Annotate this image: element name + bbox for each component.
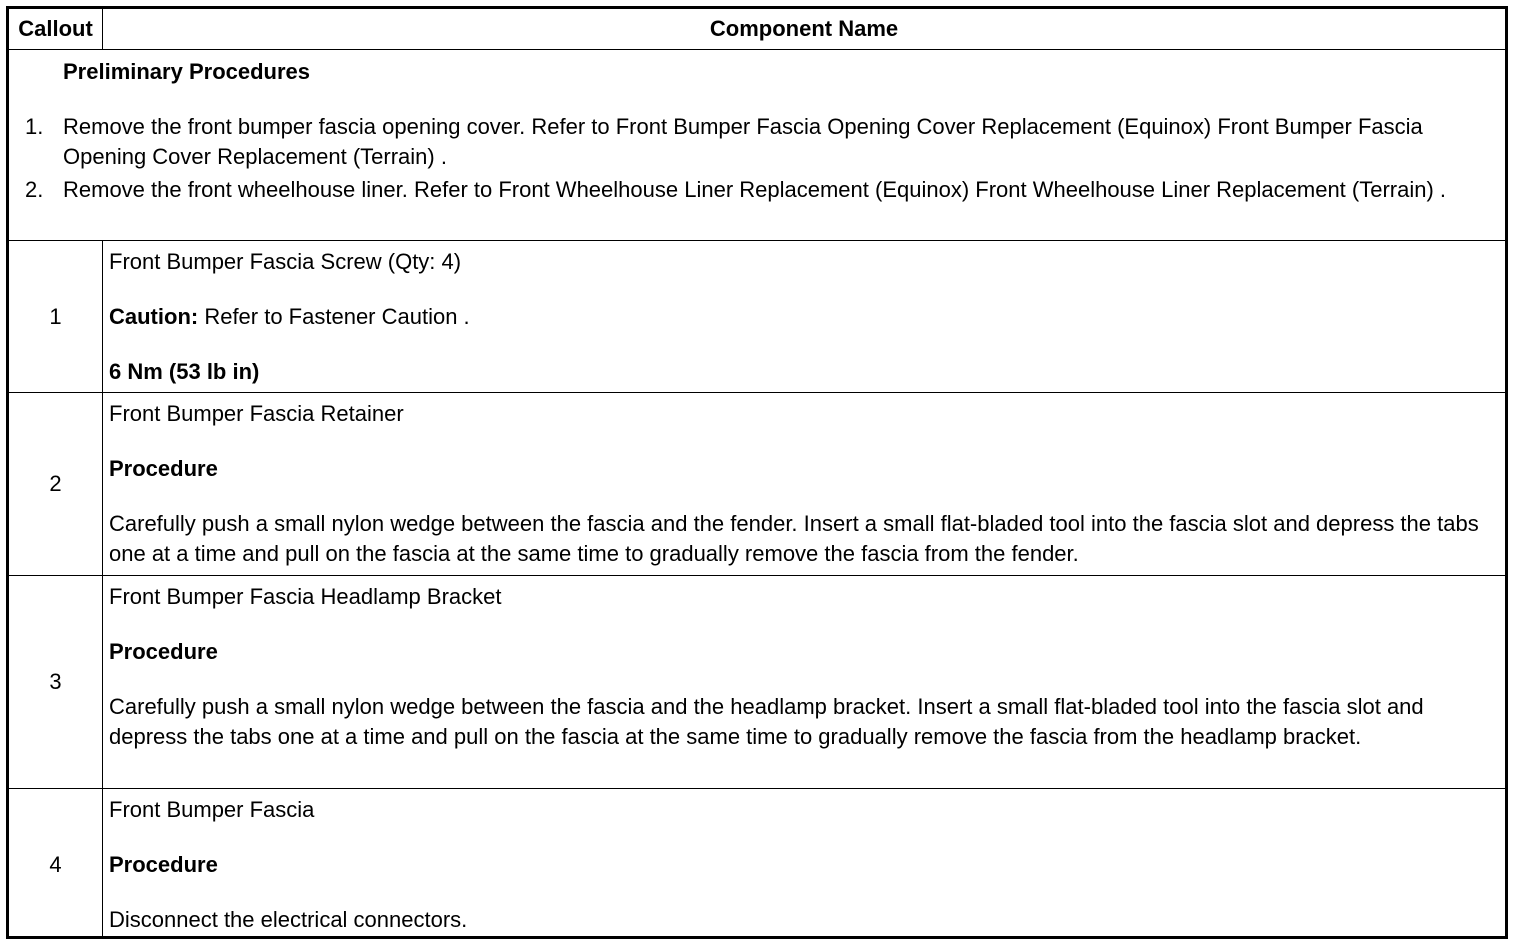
preliminary-procedures-row xyxy=(9,49,1505,240)
list-item xyxy=(9,112,1465,172)
component-table xyxy=(6,6,1508,939)
component-name-column-header: Component Name xyxy=(709,16,899,41)
component-cell xyxy=(109,582,1485,752)
procedure-text: Carefully push a small nylon wedge between the fascia and the headlamp bracket. Insert a small flat-bladed tool into the fascia slot and depress the tabs one at a time and pull on the fascia at the same time to gradually remove the fascia from the headlamp bracket. xyxy=(109,694,1424,749)
table-row xyxy=(9,788,1505,936)
procedure-label: Procedure xyxy=(109,852,218,877)
component-name: Front Bumper Fascia Screw (Qty: 4) xyxy=(109,249,462,274)
callout-number: 4 xyxy=(49,852,62,877)
table-row xyxy=(9,575,1505,788)
procedure-text: Disconnect the electrical connectors. xyxy=(109,907,468,932)
caution-text: Refer to Fastener Caution . xyxy=(198,304,470,329)
component-cell xyxy=(109,795,1485,935)
component-name: Front Bumper Fascia xyxy=(109,797,315,822)
component-cell xyxy=(109,247,1485,387)
preliminary-procedures-title: Preliminary Procedures xyxy=(63,59,311,84)
callout-number: 1 xyxy=(49,304,62,329)
step-text: Remove the front wheelhouse liner. Refer to Front Wheelhouse Liner Replacement (Equinox) Front Wheelhouse Liner Replacement (Terrain) . xyxy=(63,177,1447,202)
table-row xyxy=(9,392,1505,575)
torque-spec: 6 Nm (53 lb in) xyxy=(109,359,260,384)
callout-number: 3 xyxy=(49,669,62,694)
procedure-label: Procedure xyxy=(109,456,218,481)
callout-number: 2 xyxy=(49,471,62,496)
procedure-label: Procedure xyxy=(109,639,218,664)
component-name: Front Bumper Fascia Retainer xyxy=(109,401,404,426)
list-item xyxy=(9,175,1465,205)
preliminary-steps-list xyxy=(9,112,1465,208)
step-text: Remove the front bumper fascia opening cover. Refer to Front Bumper Fascia Opening Cover Replacement (Equinox) Front Bumper Fascia Opening Cover Replacement (Terrain) . xyxy=(63,114,1423,169)
procedure-text: Carefully push a small nylon wedge between the fascia and the fender. Insert a small flat-bladed tool into the fascia slot and depress the tabs one at a time and pull on the fascia at the same time to gradually remove the fascia from the fender. xyxy=(109,511,1479,566)
table-header-row xyxy=(9,9,1505,49)
step-number: 1. xyxy=(25,114,44,139)
component-name: Front Bumper Fascia Headlamp Bracket xyxy=(109,584,502,609)
caution-note xyxy=(109,302,1485,332)
callout-column-header: Callout xyxy=(18,16,93,41)
component-cell xyxy=(109,399,1485,569)
step-number: 2. xyxy=(25,177,44,202)
table-row xyxy=(9,240,1505,392)
caution-label: Caution: xyxy=(109,304,199,329)
